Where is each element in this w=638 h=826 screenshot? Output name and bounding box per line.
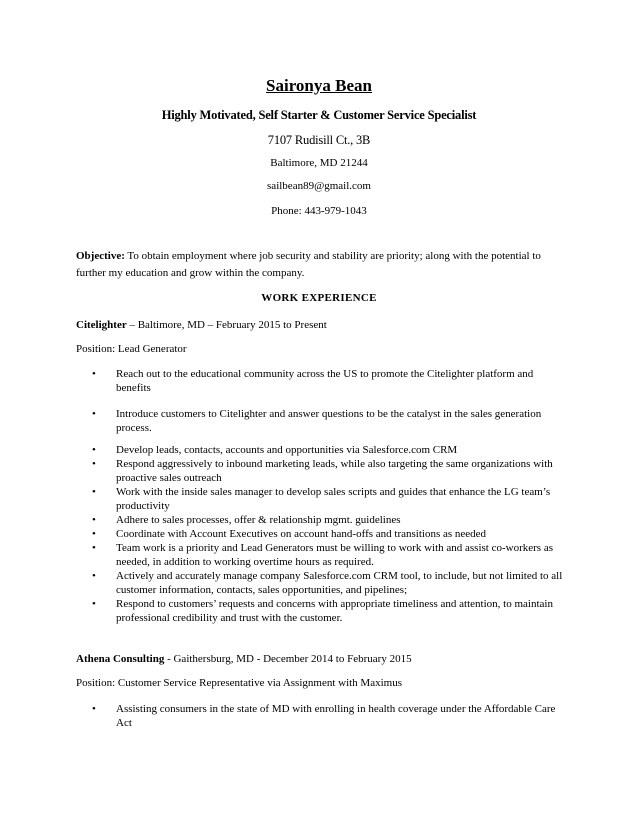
job-1-header	[76, 319, 327, 331]
list-item: • Work with the inside sales manager to develop sales scripts and guides that enhance the LG team’s productivity	[92, 486, 551, 512]
bullet-icon: •	[92, 703, 96, 715]
list-item: • Team work is a priority and Lead Generators must be willing to work with and assist co-workers as needed, in addition to working overtime hours as required.	[92, 542, 553, 568]
list-item: • Adhere to sales processes, offer & relationship mgmt. guidelines	[92, 514, 401, 526]
objective-label: Objective:	[76, 250, 125, 262]
bullet-icon: •	[92, 514, 96, 526]
bullet-icon: •	[92, 570, 96, 582]
list-item: • Reach out to the educational community across the US to promote the Citelighter platform and benefits	[92, 368, 534, 394]
job-2-company: Athena Consulting	[76, 653, 165, 665]
list-item: • Respond to customers’ requests and concerns with appropriate timeliness and attention, to maintain professional credibility and trust with the customer.	[92, 598, 553, 624]
job-1-position: Position: Lead Generator	[76, 343, 187, 355]
list-item: • Assisting consumers in the state of MD with enrolling in health coverage under the Affordable Care Act	[92, 703, 556, 729]
tagline: Highly Motivated, Self Starter & Customer Service Specialist	[161, 108, 477, 122]
bullet-icon: •	[92, 444, 96, 456]
list-item: • Actively and accurately manage company Salesforce.com CRM tool, to include, but not limited to all customer information, contacts, sales opportunities, and pipelines;	[92, 570, 563, 596]
phone-number: Phone: 443-979-1043	[271, 205, 367, 217]
job-1-bullets-group-1	[92, 367, 564, 435]
list-item: • Coordinate with Account Executives on account hand-offs and transitions as needed	[92, 528, 487, 540]
street-address: 7107 Rudisill Ct., 3B	[267, 133, 371, 147]
job-1-company: Citelighter	[76, 319, 127, 331]
bullet-icon: •	[92, 486, 96, 498]
city-state-zip: Baltimore, MD 21244	[270, 157, 368, 169]
list-item: • Develop leads, contacts, accounts and opportunities via Salesforce.com CRM	[92, 444, 458, 456]
bullet-icon: •	[92, 458, 96, 470]
bullet-icon: •	[92, 408, 96, 420]
job-1-details: – Baltimore, MD – February 2015 to Present	[126, 319, 327, 331]
objective-paragraph	[76, 248, 566, 282]
job-2-header	[76, 653, 412, 665]
email-address: sailbean89@gmail.com	[267, 180, 371, 192]
section-heading-work-experience: WORK EXPERIENCE	[261, 292, 377, 304]
objective-text: To obtain employment where job security and stability are priority; along with the potential to further my education and grow within the company.	[76, 250, 541, 279]
job-2-details: - Gaithersburg, MD - December 2014 to February 2015	[164, 653, 412, 665]
bullet-icon: •	[92, 542, 96, 554]
job-2-bullets	[92, 702, 564, 730]
list-item: • Introduce customers to Citelighter and answer questions to be the catalyst in the sales generation process.	[92, 408, 542, 434]
job-2-position: Position: Customer Service Representative via Assignment with Maximus	[76, 677, 402, 689]
bullet-icon: •	[92, 368, 96, 380]
bullet-icon: •	[92, 528, 96, 540]
candidate-name: Saironya Bean	[266, 76, 372, 95]
list-item: • Respond aggressively to inbound marketing leads, while also targeting the same organizations with proactive sales outreach	[92, 458, 553, 484]
bullet-icon: •	[92, 598, 96, 610]
job-1-bullets-group-2	[92, 443, 564, 625]
